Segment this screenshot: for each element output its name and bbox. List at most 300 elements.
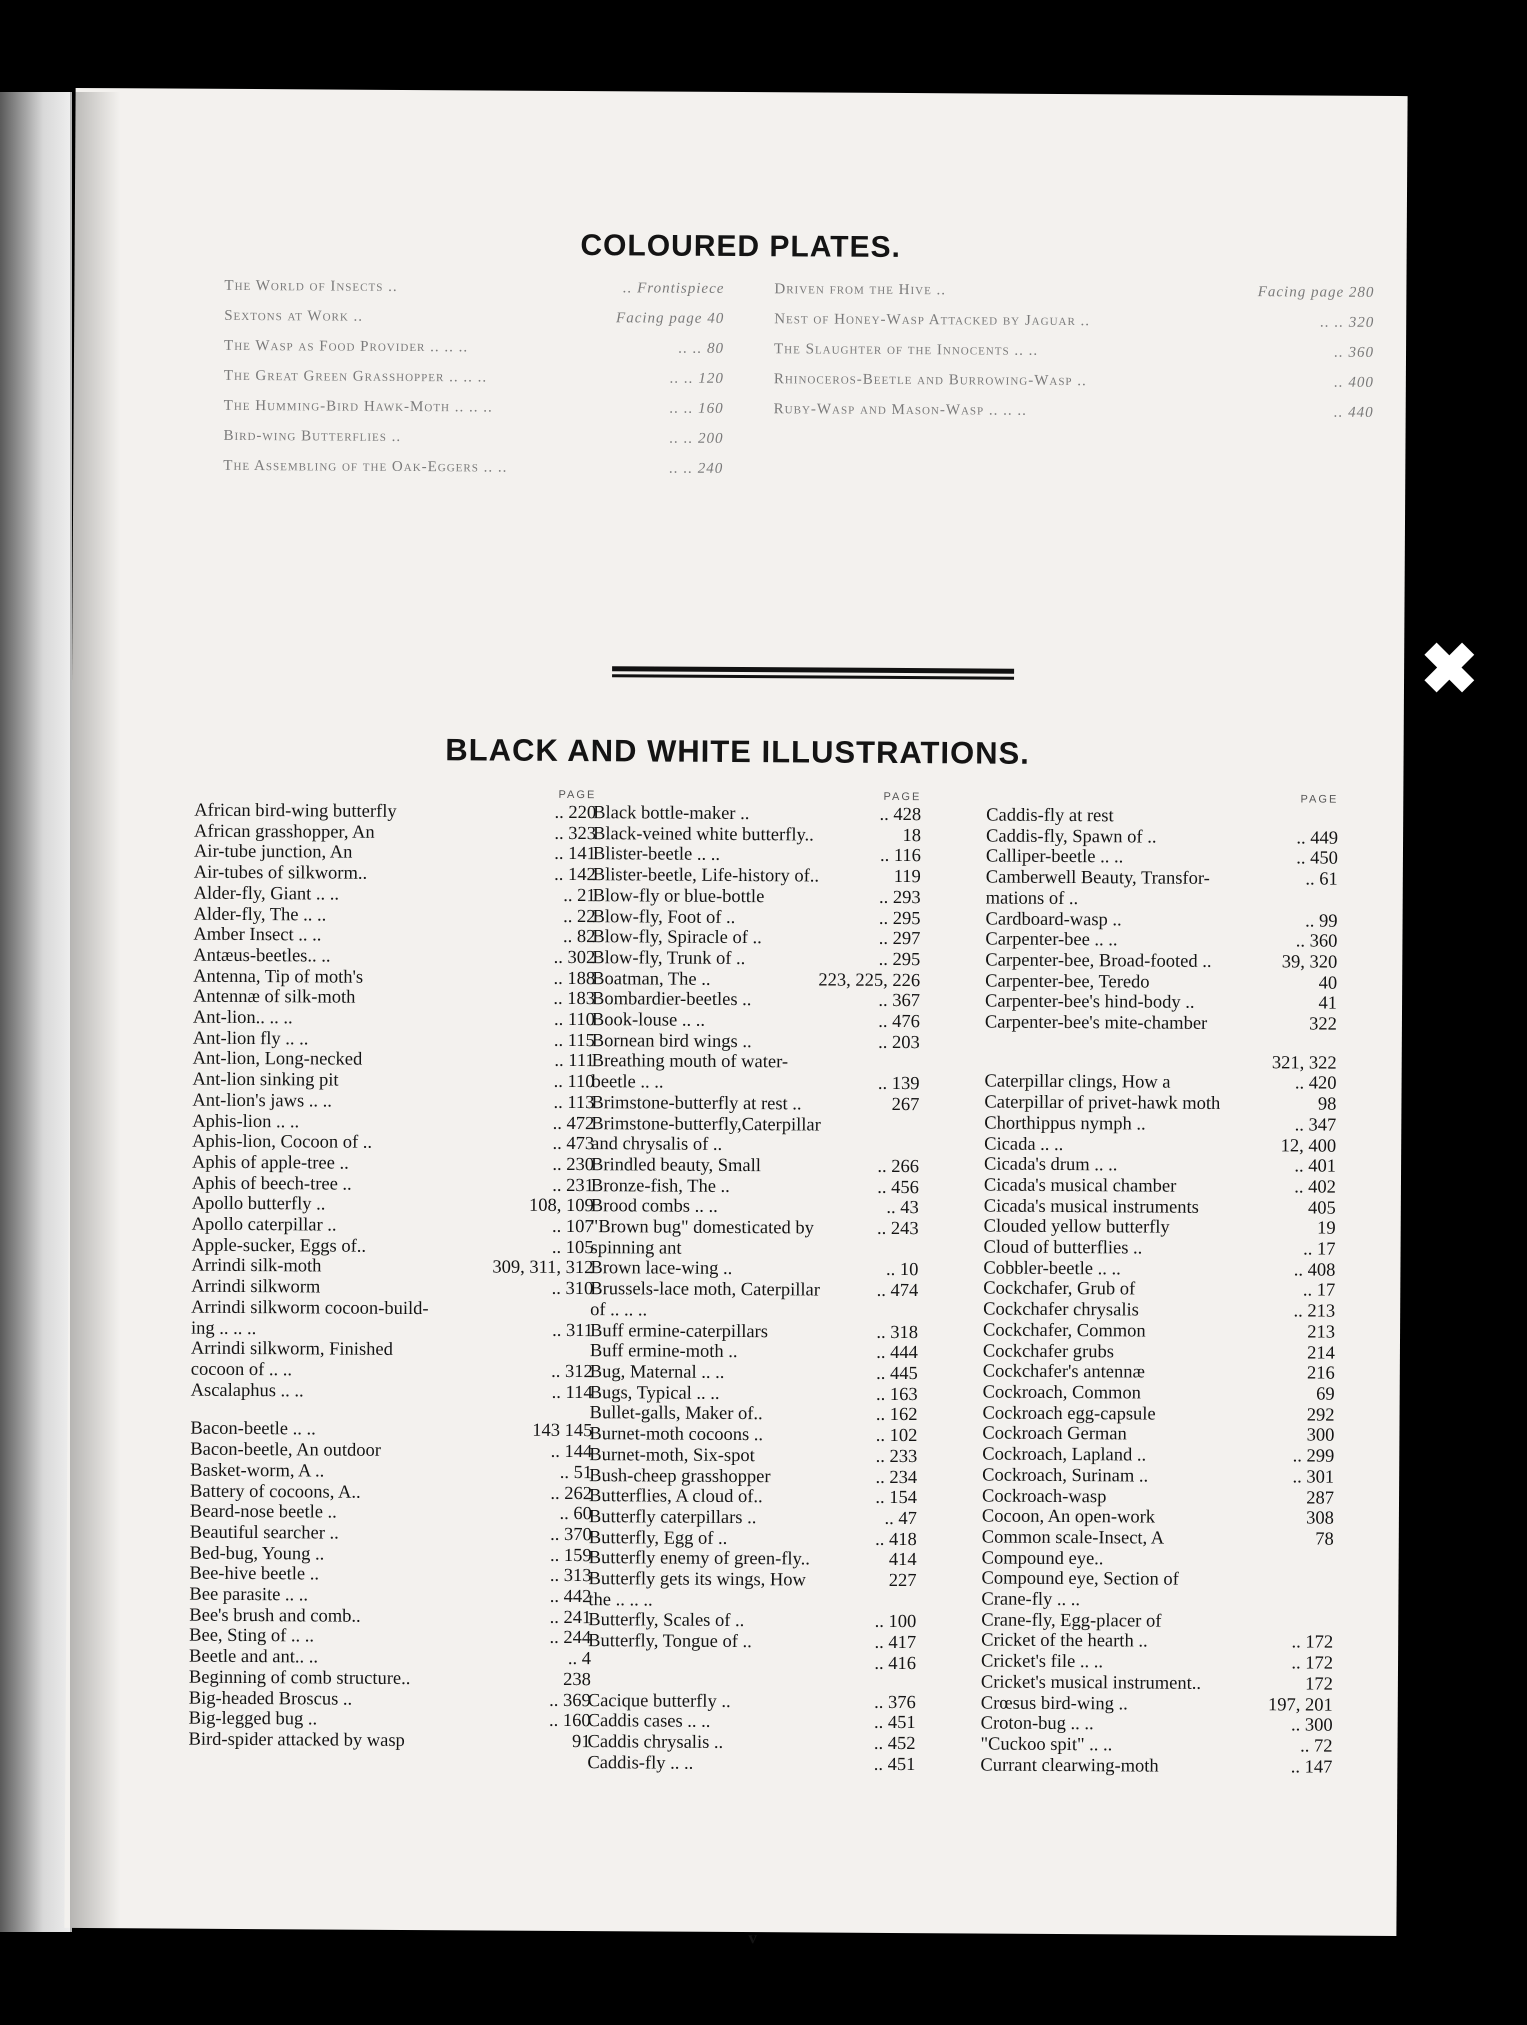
entry-page: .. 313 bbox=[549, 1566, 592, 1587]
entry-title: Caddis-fly at rest bbox=[986, 805, 1114, 827]
index-entry bbox=[982, 1465, 1334, 1488]
entry-title: Bee-hive beetle .. bbox=[189, 1563, 320, 1585]
plate-page: .. .. 320 bbox=[1320, 314, 1375, 331]
entry-title: Cockroach German bbox=[982, 1423, 1127, 1445]
index-entry bbox=[589, 1424, 917, 1447]
entry-title: Aphis of beech-tree .. bbox=[191, 1173, 352, 1195]
index-entry bbox=[980, 1734, 1332, 1757]
entry-title: Cockroach, Surinam .. bbox=[982, 1465, 1149, 1487]
entry-page: .. 17 bbox=[1303, 1239, 1336, 1260]
entry-page: .. 442 bbox=[549, 1586, 592, 1608]
entry-title: Air-tubes of silkworm.. bbox=[193, 862, 368, 884]
entry-title: Cocoon, An open-work bbox=[981, 1506, 1156, 1528]
entry-title: "Cuckoo spit" .. .. bbox=[980, 1734, 1113, 1756]
index-entry bbox=[189, 1605, 591, 1628]
entry-page: 238 bbox=[563, 1669, 591, 1690]
entry-page: 40 bbox=[1318, 973, 1338, 994]
entry-page: .. 476 bbox=[878, 1011, 921, 1033]
entry-title: Blister-beetle .. .. bbox=[592, 844, 721, 866]
index-entry bbox=[592, 1072, 920, 1095]
entry-title: Brown lace-wing .. bbox=[590, 1258, 733, 1280]
entry-page: 69 bbox=[1316, 1384, 1335, 1405]
plate-page: Facing page 280 bbox=[1257, 284, 1375, 301]
entry-page: .. 203 bbox=[878, 1032, 920, 1053]
plate-entry bbox=[774, 280, 1374, 302]
entry-page: .. 142 bbox=[554, 864, 596, 886]
entry-page: 227 bbox=[888, 1570, 917, 1592]
entry-title: Arrindi silk-moth bbox=[191, 1256, 322, 1277]
index-entry bbox=[984, 1155, 1336, 1178]
index-entry bbox=[588, 1569, 916, 1592]
entry-title: Blow-fly, Trunk of .. bbox=[592, 948, 746, 969]
entry-page: .. 61 bbox=[1305, 869, 1338, 890]
entry-title: Cockchafer, Grub of bbox=[983, 1278, 1136, 1300]
index-entry bbox=[981, 1693, 1333, 1716]
entry-page: .. 456 bbox=[877, 1177, 919, 1198]
entry-page: .. 163 bbox=[875, 1384, 918, 1405]
index-entry bbox=[985, 1051, 1337, 1074]
index-entry bbox=[191, 1339, 593, 1362]
plate-title: Nest of Honey-Wasp Attacked by Jaguar .. bbox=[774, 311, 1091, 330]
index-entry bbox=[982, 1445, 1334, 1468]
index-entry bbox=[981, 1672, 1333, 1695]
entry-page: .. 360 bbox=[1295, 931, 1338, 952]
entry-title: Currant clearwing-moth bbox=[980, 1755, 1159, 1777]
index-entry bbox=[194, 904, 596, 927]
index-entry bbox=[981, 1652, 1333, 1675]
index-entry bbox=[984, 1113, 1336, 1136]
entry-page: 39, 320 bbox=[1281, 952, 1338, 973]
entry-page: .. 262 bbox=[550, 1483, 593, 1504]
entry-title: Aphis of apple-tree .. bbox=[192, 1152, 349, 1174]
entry-page: 309, 311, 312 bbox=[492, 1257, 594, 1279]
entry-title: Carpenter-bee .. .. bbox=[985, 929, 1118, 951]
index-entry bbox=[191, 1235, 593, 1258]
index-entry bbox=[588, 1631, 916, 1654]
plate-page: Facing page 40 bbox=[616, 310, 725, 327]
entry-title: Caterpillar clings, How a bbox=[984, 1071, 1171, 1094]
index-entry bbox=[592, 969, 920, 992]
entry-title: Aphis-lion .. .. bbox=[192, 1111, 300, 1132]
index-entry bbox=[193, 1028, 595, 1051]
entry-title: and chrysalis of .. bbox=[591, 1134, 723, 1156]
index-entry bbox=[192, 1091, 594, 1114]
entry-title: Blow-fly, Spiracle of .. bbox=[592, 927, 762, 949]
index-entry bbox=[190, 1481, 592, 1504]
plate-entry bbox=[223, 457, 723, 478]
index-entry bbox=[194, 842, 596, 865]
index-entry bbox=[191, 1360, 593, 1383]
entry-page: .. 311 bbox=[552, 1320, 594, 1341]
entry-page: .. 318 bbox=[876, 1322, 919, 1343]
index-entry bbox=[593, 907, 921, 930]
index-entry bbox=[985, 992, 1337, 1015]
entry-title: Butterflies, A cloud of.. bbox=[588, 1486, 763, 1508]
plate-entry bbox=[223, 427, 723, 448]
gutter-shadow bbox=[70, 92, 120, 1932]
entry-title: Cockroach-wasp bbox=[981, 1486, 1107, 1507]
index-entry bbox=[591, 1093, 919, 1116]
index-entry bbox=[192, 1173, 594, 1196]
entry-page: .. 100 bbox=[874, 1612, 917, 1633]
index-entry bbox=[588, 1691, 916, 1714]
entry-title: Ant-lion's jaws .. .. bbox=[192, 1090, 333, 1112]
entry-title: Cicada .. .. bbox=[984, 1134, 1064, 1155]
entry-page: .. 420 bbox=[1294, 1073, 1337, 1095]
entry-page: .. 102 bbox=[875, 1425, 918, 1447]
index-entry bbox=[190, 1419, 592, 1442]
entry-title: Bullet-galls, Maker of.. bbox=[589, 1403, 763, 1425]
entry-title: Cockroach, Common bbox=[982, 1382, 1142, 1404]
entry-page: .. 416 bbox=[874, 1653, 917, 1674]
entry-page: .. 444 bbox=[876, 1343, 918, 1364]
plate-title: Sextons at Work .. bbox=[224, 307, 364, 325]
entry-page: 216 bbox=[1306, 1363, 1335, 1384]
plate-page: .. .. 240 bbox=[669, 460, 724, 477]
index-entry bbox=[192, 1132, 594, 1155]
entry-page: .. 162 bbox=[875, 1405, 918, 1426]
index-entry bbox=[590, 1300, 918, 1323]
coloured-plates-left-list bbox=[223, 277, 724, 490]
entry-title: Brimstone-butterfly,Caterpillar bbox=[591, 1113, 821, 1136]
entry-title: Bombardier-beetles .. bbox=[592, 989, 752, 1011]
entry-title: Bornean bird wings .. bbox=[591, 1030, 752, 1052]
entry-title: Cockchafer's antennæ bbox=[982, 1361, 1145, 1383]
entry-title: Beetle and ant.. .. bbox=[188, 1646, 319, 1668]
entry-page: .. 300 bbox=[1290, 1715, 1333, 1736]
index-entry bbox=[590, 1279, 918, 1302]
illustrations-column-1 bbox=[188, 787, 596, 1753]
index-entry bbox=[984, 1134, 1336, 1157]
entry-title: Buff ermine-caterpillars bbox=[589, 1320, 769, 1342]
entry-page: 405 bbox=[1308, 1198, 1336, 1219]
entry-title: African grasshopper, An bbox=[194, 821, 375, 843]
entry-page: 172 bbox=[1305, 1674, 1333, 1695]
entry-page: .. 22 bbox=[563, 906, 596, 927]
entry-title: Beginning of comb structure.. bbox=[188, 1667, 411, 1689]
entry-page: .. 233 bbox=[875, 1446, 918, 1467]
index-entry bbox=[982, 1424, 1334, 1447]
entry-page: .. 43 bbox=[886, 1198, 919, 1219]
entry-title: Caddis cases .. .. bbox=[587, 1711, 711, 1733]
entry-title: Cicada's musical instruments bbox=[983, 1196, 1199, 1218]
entry-title: Brussels-lace moth, Caterpillar bbox=[590, 1279, 821, 1301]
entry-page: .. 310 bbox=[551, 1279, 594, 1300]
entry-page: .. 183 bbox=[553, 989, 596, 1010]
entry-title: Big-headed Broscus .. bbox=[188, 1688, 353, 1710]
entry-page: .. 312 bbox=[551, 1361, 593, 1383]
plate-page: .. .. 200 bbox=[669, 430, 724, 447]
entry-page: .. 472 bbox=[552, 1113, 595, 1134]
entry-page: .. 113 bbox=[553, 1092, 595, 1113]
entry-page: .. 445 bbox=[876, 1363, 918, 1385]
index-entry bbox=[984, 1238, 1336, 1261]
entry-page: .. 369 bbox=[549, 1690, 591, 1711]
coloured-plates-right-list bbox=[774, 280, 1375, 434]
index-entry bbox=[982, 1527, 1334, 1550]
entry-page: .. 220 bbox=[554, 802, 597, 824]
entry-title: Ant-lion sinking pit bbox=[192, 1069, 339, 1091]
index-entry bbox=[194, 883, 596, 906]
entry-title: Apple-sucker, Eggs of.. bbox=[191, 1235, 367, 1257]
entry-title: Cricket's file .. .. bbox=[980, 1651, 1104, 1673]
entry-title: Bee parasite .. .. bbox=[189, 1584, 309, 1606]
index-entry bbox=[588, 1711, 916, 1734]
entry-page: .. 241 bbox=[549, 1607, 592, 1628]
entry-page: 119 bbox=[893, 867, 921, 888]
entry-page: .. 10 bbox=[885, 1260, 919, 1281]
entry-page: .. 408 bbox=[1293, 1260, 1336, 1281]
plate-entry bbox=[224, 337, 724, 358]
entry-title: Alder-fly, Giant .. .. bbox=[193, 883, 340, 905]
entry-page: 292 bbox=[1306, 1405, 1335, 1426]
entry-page: .. 47 bbox=[884, 1508, 917, 1530]
index-entry bbox=[592, 1052, 920, 1075]
index-entry bbox=[592, 1010, 920, 1033]
illustrations-column-2 bbox=[587, 789, 921, 1775]
entry-page: .. 473 bbox=[552, 1134, 595, 1155]
index-entry bbox=[590, 1321, 918, 1344]
plate-page: .. 440 bbox=[1333, 404, 1374, 421]
entry-page: .. 116 bbox=[879, 846, 922, 867]
entry-title: Alder-fly, The .. .. bbox=[193, 904, 327, 926]
entry-page: .. 234 bbox=[875, 1467, 918, 1488]
entry-page: .. 230 bbox=[552, 1154, 595, 1176]
entry-page: .. 115 bbox=[553, 1030, 595, 1051]
index-entry bbox=[589, 1548, 917, 1571]
entry-page: 223, 225, 226 bbox=[818, 970, 921, 991]
plate-entry bbox=[774, 370, 1374, 392]
entry-title: Carpenter-bee's hind-body .. bbox=[985, 991, 1195, 1014]
entry-title: Burnet-moth cocoons .. bbox=[589, 1424, 764, 1446]
entry-title: Compound eye.. bbox=[981, 1548, 1104, 1569]
entry-page: .. 450 bbox=[1296, 848, 1339, 870]
index-entry bbox=[590, 1362, 918, 1385]
plate-title: The Great Green Grasshopper .. .. .. bbox=[223, 367, 488, 386]
index-entry bbox=[986, 826, 1338, 849]
index-entry bbox=[593, 845, 921, 868]
index-entry bbox=[588, 1611, 916, 1634]
entry-page: .. 141 bbox=[554, 844, 597, 865]
entry-page: 300 bbox=[1306, 1425, 1335, 1447]
index-entry bbox=[190, 1543, 592, 1566]
index-entry bbox=[191, 1277, 593, 1300]
entry-title: Caterpillar of privet-hawk moth bbox=[984, 1092, 1221, 1115]
entry-title: Caddis-fly .. .. bbox=[587, 1752, 694, 1774]
left-page-edge bbox=[0, 92, 72, 1932]
entry-title: Antennæ of silk-moth bbox=[193, 987, 356, 1009]
entry-title: ing .. .. .. bbox=[190, 1318, 257, 1339]
entry-title: Caddis chrysalis .. bbox=[587, 1732, 724, 1753]
entry-title: Blow-fly or blue-bottle bbox=[592, 885, 765, 907]
entry-title: Bacon-beetle, An outdoor bbox=[190, 1439, 381, 1461]
index-entry bbox=[982, 1507, 1334, 1530]
index-entry bbox=[983, 1341, 1335, 1364]
entry-page: .. 451 bbox=[873, 1754, 916, 1775]
plate-title: Driven from the Hive .. bbox=[774, 281, 947, 299]
index-entry bbox=[981, 1610, 1333, 1633]
entry-page: .. 159 bbox=[549, 1545, 592, 1566]
entry-page: 308 bbox=[1306, 1508, 1334, 1529]
entry-page: 214 bbox=[1307, 1343, 1335, 1364]
entry-title: Boatman, The .. bbox=[592, 968, 711, 990]
entry-title: Carpenter-bee, Teredo bbox=[985, 971, 1150, 993]
entry-page: .. 139 bbox=[877, 1074, 920, 1095]
entry-title: Bronze-fish, The .. bbox=[590, 1175, 730, 1197]
index-entry bbox=[592, 1031, 920, 1054]
index-entry bbox=[189, 1647, 591, 1670]
entry-title: Cricket's musical instrument.. bbox=[980, 1672, 1202, 1694]
entry-title: Beautiful searcher .. bbox=[189, 1522, 339, 1544]
entry-page: 414 bbox=[888, 1550, 917, 1571]
entry-title: Carpenter-bee's mite-chamber bbox=[984, 1012, 1208, 1034]
entry-title: Butterfly, Tongue of .. bbox=[588, 1631, 752, 1653]
index-entry bbox=[193, 1070, 595, 1093]
entry-title: Butterfly caterpillars .. bbox=[588, 1507, 757, 1529]
entry-page: .. 110 bbox=[553, 1009, 596, 1031]
index-entry bbox=[986, 909, 1338, 932]
entry-title: Blister-beetle, Life-history of.. bbox=[592, 865, 820, 887]
index-entry bbox=[189, 1667, 591, 1690]
decorative-rule bbox=[612, 666, 1014, 679]
index-entry bbox=[983, 1382, 1335, 1405]
index-entry bbox=[194, 801, 596, 824]
entry-title: Beard-nose beetle .. bbox=[189, 1501, 337, 1523]
plate-entry bbox=[774, 310, 1374, 332]
index-entry bbox=[193, 925, 595, 948]
index-entry bbox=[591, 1114, 919, 1137]
entry-page: 267 bbox=[891, 1094, 920, 1115]
index-entry bbox=[984, 1175, 1336, 1198]
entry-title: Chorthippus nymph .. bbox=[984, 1113, 1146, 1135]
entry-title: Big-legged bug .. bbox=[188, 1708, 318, 1730]
entry-page: .. 302 bbox=[553, 947, 596, 969]
index-entry bbox=[589, 1466, 917, 1489]
entry-page: .. 428 bbox=[879, 804, 922, 826]
entry-title: Bush-cheep grasshopper bbox=[589, 1465, 771, 1487]
entry-title: Apollo caterpillar .. bbox=[191, 1214, 337, 1236]
illustrations-column-3 bbox=[980, 792, 1338, 1778]
plate-title: The Wasp as Food Provider .. .. .. bbox=[224, 337, 469, 356]
index-entry bbox=[189, 1626, 591, 1649]
entry-page: .. 21 bbox=[563, 885, 596, 906]
entry-title: Book-louse .. .. bbox=[591, 1010, 706, 1031]
index-entry bbox=[191, 1256, 593, 1279]
index-entry bbox=[985, 971, 1337, 994]
entry-page: .. 51 bbox=[559, 1462, 593, 1483]
plate-title: Rhinoceros-Beetle and Burrowing-Wasp .. bbox=[773, 371, 1087, 390]
index-entry bbox=[588, 1590, 916, 1613]
index-entry bbox=[189, 1564, 591, 1587]
entry-page: .. 160 bbox=[548, 1711, 591, 1732]
plate-title: Ruby-Wasp and Mason-Wasp .. .. .. bbox=[773, 401, 1027, 419]
plate-entry bbox=[774, 400, 1374, 422]
entry-title: Carpenter-bee, Broad-footed .. bbox=[985, 950, 1212, 972]
entry-page: .. 82 bbox=[563, 927, 596, 948]
index-entry bbox=[983, 1300, 1335, 1323]
entry-title: Cicada's musical chamber bbox=[983, 1175, 1177, 1197]
entry-title: Buff ermine-moth .. bbox=[589, 1341, 738, 1363]
index-entry bbox=[190, 1523, 592, 1546]
index-entry bbox=[591, 1176, 919, 1199]
entry-title: Black-veined white butterfly.. bbox=[593, 823, 814, 846]
entry-page: .. 295 bbox=[878, 949, 921, 971]
page-column-label: PAGE bbox=[558, 788, 597, 802]
entry-title: Bugs, Typical .. .. bbox=[589, 1382, 720, 1404]
entry-title: Ascalaphus .. .. bbox=[190, 1380, 304, 1402]
entry-page: 18 bbox=[902, 825, 922, 846]
index-entry bbox=[193, 987, 595, 1010]
entry-title: Brindled beauty, Small bbox=[591, 1155, 762, 1177]
index-entry bbox=[986, 806, 1338, 829]
entry-title: Butterfly enemy of green-fly.. bbox=[588, 1548, 810, 1570]
entry-page: .. 323 bbox=[554, 823, 597, 844]
plate-title: The Assembling of the Oak-Eggers .. .. bbox=[223, 457, 508, 476]
entry-title: the .. .. .. bbox=[588, 1589, 653, 1611]
index-entry bbox=[982, 1486, 1334, 1509]
index-entry bbox=[983, 1258, 1335, 1281]
entry-page: .. 244 bbox=[549, 1628, 592, 1649]
index-entry bbox=[592, 989, 920, 1012]
index-entry bbox=[593, 824, 921, 847]
entry-title: Brimstone-butterfly at rest .. bbox=[591, 1092, 802, 1115]
index-entry bbox=[981, 1714, 1333, 1737]
index-entry bbox=[589, 1404, 917, 1427]
plate-page: .. 400 bbox=[1334, 374, 1374, 391]
entry-title: Brood combs .. .. bbox=[590, 1196, 718, 1218]
index-entry bbox=[192, 1194, 594, 1217]
entry-title: Arrindi silkworm, Finished bbox=[190, 1338, 393, 1361]
entry-page: .. 17 bbox=[1302, 1280, 1336, 1302]
entry-title: Amber Insect .. .. bbox=[193, 924, 322, 946]
entry-page: 78 bbox=[1315, 1529, 1334, 1550]
index-entry bbox=[189, 1585, 591, 1608]
entry-title: Basket-worm, A .. bbox=[190, 1460, 325, 1482]
entry-title: "Brown bug" domesticated by bbox=[590, 1217, 814, 1239]
entry-title: Bed-bug, Young .. bbox=[189, 1543, 325, 1565]
plate-title: The World of Insects .. bbox=[224, 277, 398, 295]
index-entry bbox=[591, 1134, 919, 1157]
plate-page: .. .. 80 bbox=[678, 340, 725, 357]
entry-title: Bird-spider attacked by wasp bbox=[188, 1729, 405, 1751]
entry-page: 12, 400 bbox=[1280, 1135, 1337, 1157]
entry-title: Caddis-fly, Spawn of .. bbox=[986, 826, 1157, 848]
index-entry bbox=[587, 1732, 915, 1755]
entry-title: Compound eye, Section of bbox=[981, 1568, 1179, 1591]
entry-page: 287 bbox=[1306, 1487, 1335, 1509]
entry-title: Calliper-beetle .. .. bbox=[985, 846, 1124, 868]
index-entry bbox=[593, 865, 921, 888]
entry-title: Cricket of the hearth .. bbox=[981, 1630, 1148, 1652]
plate-entry bbox=[224, 277, 724, 298]
index-entry bbox=[986, 868, 1338, 891]
entry-title: Cloud of butterflies .. bbox=[983, 1237, 1143, 1259]
index-entry bbox=[194, 821, 596, 844]
scan-mark-glyph: ✖ bbox=[1420, 632, 1479, 709]
entry-title: Crœsus bird-wing .. bbox=[980, 1693, 1128, 1714]
index-entry bbox=[188, 1730, 590, 1753]
index-entry bbox=[981, 1569, 1333, 1592]
index-entry bbox=[587, 1753, 915, 1776]
index-entry bbox=[591, 1196, 919, 1219]
entry-page: .. 418 bbox=[875, 1529, 917, 1550]
entry-title: Cobbler-beetle .. .. bbox=[983, 1258, 1121, 1280]
entry-title: Ant-lion.. .. .. bbox=[192, 1007, 293, 1029]
index-entry bbox=[984, 1093, 1336, 1116]
index-entry bbox=[591, 1217, 919, 1240]
entry-page: .. 451 bbox=[873, 1713, 916, 1734]
entry-page: 108, 109 bbox=[528, 1196, 594, 1217]
